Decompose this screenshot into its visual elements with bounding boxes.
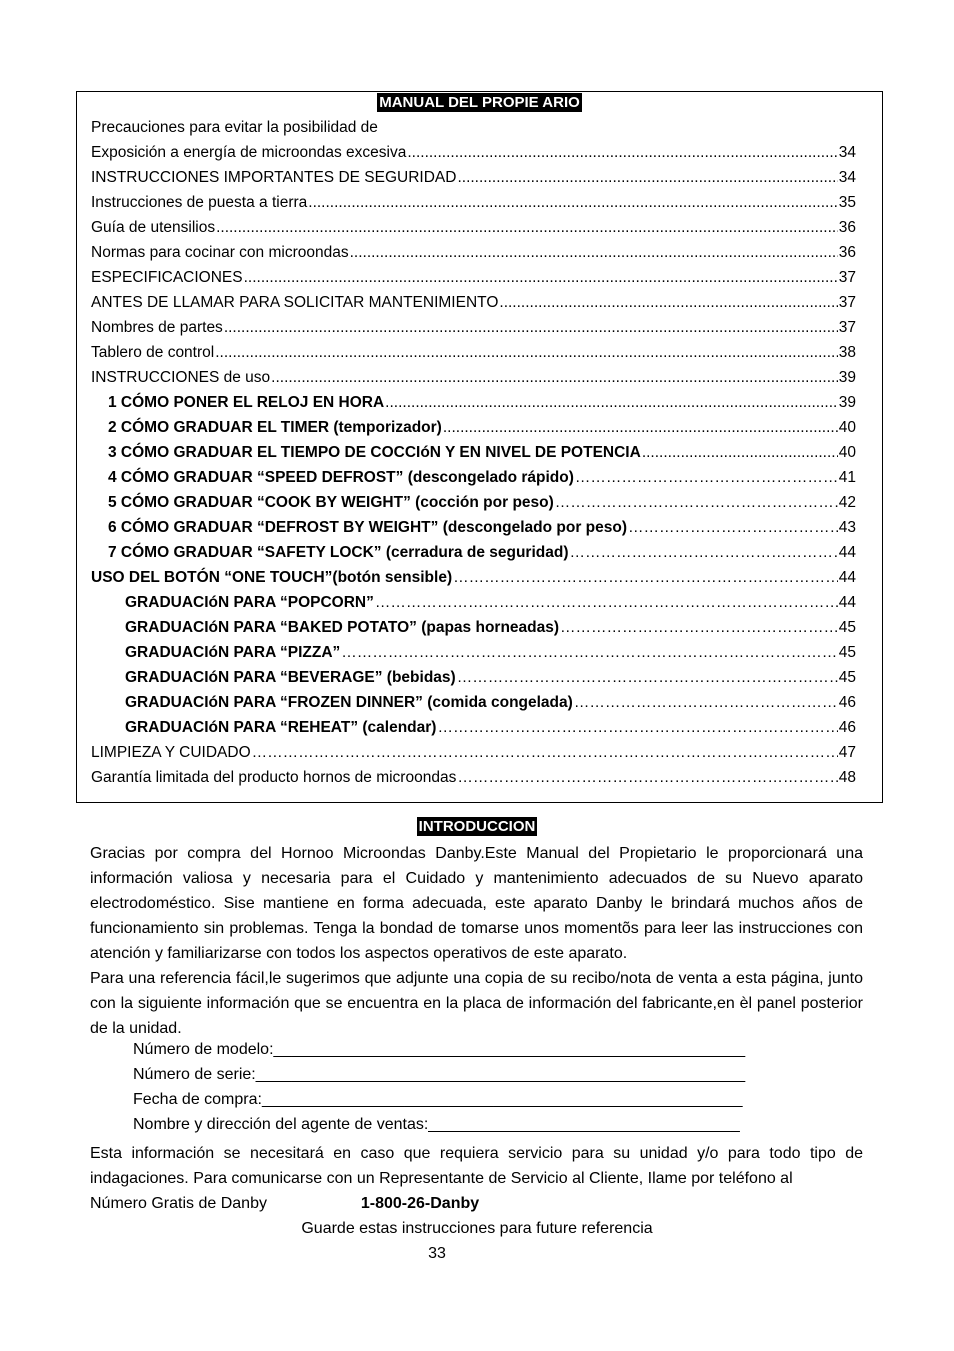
toc-entry: USO DEL BOTÓN “ONE TOUCH”(botón sensible) …………………………………………………………………………………………………………………………………………………………………………………… 44	[91, 569, 856, 591]
intro-heading: INTRODUCCION	[418, 818, 536, 835]
toc-entry: ANTES DE LLAMAR PARA SOLICITAR MANTENIMIENTO ..... 37	[91, 294, 856, 316]
toc-entry: 1 CÓMO PONER EL RELOJ EN HORA ..... 39	[108, 394, 856, 416]
toc-entry: Normas para cocinar con microondas ..... 36	[91, 244, 856, 266]
table-of-contents	[76, 91, 883, 803]
purchase-date-field: Fecha de compra:______________________________________________________	[133, 1091, 743, 1108]
toc-entry: 6 CÓMO GRADUAR “DEFROST BY WEIGHT” (descongelado por peso) …………………………………………………………………………………………………………………………………………………………………………………… 43	[108, 519, 856, 541]
toc-entry: GRADUACIóN PARA “PIZZA” …………………………………………………………………………………………………………………………………………………………………………………… 45	[125, 644, 856, 666]
intro-paragraph-2: Para una referencia fácil,le sugerimos que adjunte una copia de su recibo/nota de venta a esta página, junto con la siguiente información que se encuentra en la placa de información del fabricante,en èl panel posterior de la unidad.	[90, 970, 863, 1037]
toc-entry: GRADUACIóN PARA “REHEAT” (calendar) …………………………………………………………………………………………………………………………………………………………………………………… 46	[125, 719, 856, 741]
toc-entry: Exposición a energía de microondas excesiva ..... 34	[91, 144, 856, 166]
toc-entry: GRADUACIóN PARA “POPCORN” …………………………………………………………………………………………………………………………………………………………………………………… 44	[125, 594, 856, 616]
serial-number-field: Número de serie:_______________________________________________________	[133, 1066, 746, 1083]
phone-label: Número Gratis de Danby	[90, 1195, 267, 1212]
page-number: 33	[428, 1245, 446, 1262]
intro-paragraph-1: Gracias por compra del Hornoo Microondas Danby.Este Manual del Propietario le proporcionará una información valiosa y necesaria para el Cuidado y mantenimiento adecuados de su Nuevo aparato electrodoméstico. Sise mantiene en forma adecuada, este aparato Danby le brindará muchos años de funcionamiento sin problemas. Tenga la bondad de tomarse unos momentõs para leer las instrucciones con atención y familiarizarse con todos los aspectos operativos de este aparato.	[90, 845, 863, 962]
toc-entry: ESPECIFICACIONES ..... 37	[91, 269, 856, 291]
toc-entry: 3 CÓMO GRADUAR EL TIEMPO DE COCCIóN Y EN NIVEL DE POTENCIA ..... 40	[108, 444, 856, 466]
toc-entry: Guía de utensilios ..... 36	[91, 219, 856, 241]
footer-note: Guarde estas instrucciones para future referencia	[301, 1220, 653, 1237]
toc-entry: 4 CÓMO GRADUAR “SPEED DEFROST” (descongelado rápido) …………………………………………………………………………………………………………………………………………………………………………………… 41	[108, 469, 856, 491]
toc-entry: GRADUACIóN PARA “BAKED POTATO” (papas horneadas) …………………………………………………………………………………………………………………………………………………………………………………… 45	[125, 619, 856, 641]
intro-heading-banner	[0, 818, 954, 836]
toc-entry: Garantía limitada del producto hornos de microondas …………………………………………………………………………………………………………………………………………………………………………………… 48	[91, 769, 856, 791]
toc-entry: Tablero de control ..... 38	[91, 344, 856, 366]
toc-entry: Nombres de partes ..... 37	[91, 319, 856, 341]
toc-heading-banner	[77, 94, 882, 112]
toc-entry: Instrucciones de puesta a tierra ..... 35	[91, 194, 856, 216]
toc-heading: MANUAL DEL PROPIE ARIO	[379, 94, 580, 111]
toc-entry: LIMPIEZA Y CUIDADO …………………………………………………………………………………………………………………………………………………………………………………… 47	[91, 744, 856, 766]
toc-first-line: Precauciones para evitar la posibilidad de	[91, 119, 378, 136]
model-number-field: Número de modelo:_____________________________________________________	[133, 1041, 746, 1058]
toc-entry: GRADUACIóN PARA “BEVERAGE” (bebidas) …………………………………………………………………………………………………………………………………………………………………………………… 45	[125, 669, 856, 691]
toc-entry: 2 CÓMO GRADUAR EL TIMER (temporizador) ..... 40	[108, 419, 856, 441]
phone-line	[90, 1191, 863, 1216]
phone-number: 1-800-26-Danby	[360, 1195, 480, 1212]
intro-paragraph-3: Esta información se necesitará en caso que requiera servicio para su unidad y/o para todo tipo de indagaciones. Para comunicarse con un Representante de Servicio al Cliente, Ilame por teléfono al	[90, 1145, 863, 1187]
toc-entry: INSTRUCCIONES IMPORTANTES DE SEGURIDAD ..... 34	[91, 169, 856, 191]
toc-entry: 7 CÓMO GRADUAR “SAFETY LOCK” (cerradura de seguridad) …………………………………………………………………………………………………………………………………………………………………………………… 44	[108, 544, 856, 566]
dealer-field: Nombre y dirección del agente de ventas:___________________________________	[133, 1116, 740, 1133]
toc-entry: INSTRUCCIONES de uso ..... 39	[91, 369, 856, 391]
toc-entry: 5 CÓMO GRADUAR “COOK BY WEIGHT” (cocción por peso) …………………………………………………………………………………………………………………………………………………………………………………… 42	[108, 494, 856, 516]
toc-entry: GRADUACIóN PARA “FROZEN DINNER” (comida congelada) …………………………………………………………………………………………………………………………………………………………………………………… 46	[125, 694, 856, 716]
